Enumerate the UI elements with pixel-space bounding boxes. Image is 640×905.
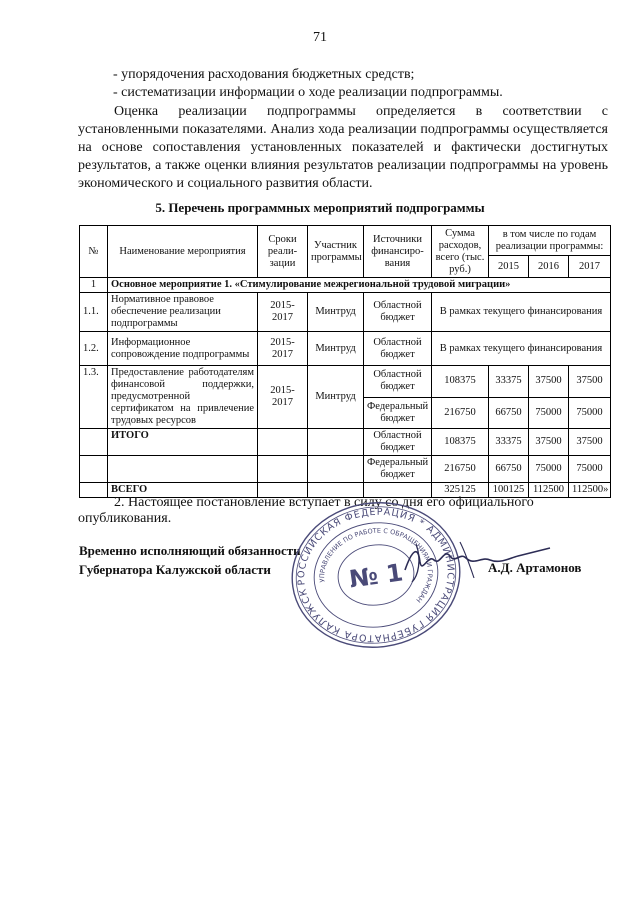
- header-year-2017: 2017: [569, 256, 611, 278]
- sum-2015: 33375: [489, 429, 529, 456]
- table-row: [80, 293, 611, 332]
- page-number: 71: [313, 30, 327, 45]
- header-name: Наименование мероприятия: [108, 226, 258, 278]
- row-num: 1: [80, 278, 108, 293]
- measures-table: [79, 225, 611, 498]
- measure-source: Федеральный бюджет: [364, 397, 432, 429]
- measure-name: Информационное сопровождение подпрограммы: [108, 332, 258, 366]
- sum-2015: 66750: [489, 456, 529, 483]
- measure-source: Областной бюджет: [364, 293, 432, 332]
- table-row: [80, 278, 611, 293]
- sum-2016: 112500: [529, 483, 569, 498]
- measure-name: Предоставление работодателям финансовой поддержки, предусмотренной сертификатом на привлечение трудовых ресурсов: [108, 366, 258, 429]
- section-title: 5. Перечень программных мероприятий подпрограммы: [155, 200, 485, 215]
- funding-note: В рамках текущего финансирования: [432, 332, 611, 366]
- row-num: 1.1.: [80, 293, 108, 332]
- svg-text:УПРАВЛЕНИЕ ПО РАБОТЕ С ОБРАЩЕН: УПРАВЛЕНИЕ ПО РАБОТЕ С ОБРАЩЕНИЯМИ ГРАЖДАН: [318, 526, 434, 605]
- signatory-name: А.Д. Артамонов: [488, 560, 582, 575]
- funding-note: В рамках текущего финансирования: [432, 293, 611, 332]
- itogo-label: ИТОГО: [108, 429, 258, 456]
- signatory-position-line: Губернатора Калужской области: [79, 562, 271, 577]
- sum-total: 325125: [432, 483, 489, 498]
- sum-2017: 75000: [569, 397, 611, 429]
- body-paragraph: Оценка реализации подпрограммы определяется в соответствии с установленными показателями. Анализ хода реализации подпрограммы осуществляется на основе сопоставления установленных показателей и фактически достигнутых результатов, а также оценки влияния результатов реализации подпрограммы на уровень экономического и социального развития области.: [78, 104, 608, 191]
- measure-participant: Минтруд: [308, 366, 364, 429]
- sum-total: 216750: [432, 397, 489, 429]
- measure-terms: 2015-2017: [258, 366, 308, 429]
- signatory-position: [79, 541, 301, 579]
- header-sum: Сумма расходов, всего (тыс. руб.): [432, 226, 489, 278]
- sum-2017: 37500: [569, 366, 611, 398]
- sum-2016: 75000: [529, 397, 569, 429]
- header-participant: Участник программы: [308, 226, 364, 278]
- header-sources: Источники финансиро-вания: [364, 226, 432, 278]
- header-terms: Сроки реали-зации: [258, 226, 308, 278]
- svg-text:№ 1: № 1: [347, 558, 405, 594]
- measure-participant: Минтруд: [308, 332, 364, 366]
- sum-2015: 33375: [489, 366, 529, 398]
- table-row: [80, 332, 611, 366]
- main-event-title: Основное мероприятие 1. «Стимулирование межрегиональной трудовой миграции»: [108, 278, 611, 293]
- header-year-2015: 2015: [489, 256, 529, 278]
- measure-participant: Минтруд: [308, 293, 364, 332]
- measure-source: Областной бюджет: [364, 366, 432, 398]
- sum-2017: 75000: [569, 456, 611, 483]
- sum-2016: 37500: [529, 366, 569, 398]
- closing-paragraph: 2. Настоящее постановление вступает в силу со дня его официального опубликования.: [78, 495, 534, 526]
- measure-source: Областной бюджет: [364, 332, 432, 366]
- sum-2015: 100125: [489, 483, 529, 498]
- sum-total: 108375: [432, 429, 489, 456]
- vsego-label: ВСЕГО: [108, 483, 258, 498]
- sum-2016: 75000: [529, 456, 569, 483]
- sum-2016: 37500: [529, 429, 569, 456]
- header-by-years: в том числе по годам реализации программы:: [489, 226, 611, 256]
- sum-2017: 37500: [569, 429, 611, 456]
- measure-source: Федеральный бюджет: [364, 456, 432, 483]
- signatory-position-line: Временно исполняющий обязанности: [79, 543, 301, 558]
- measure-source: Областной бюджет: [364, 429, 432, 456]
- bullet-item: - систематизации информации о ходе реализации подпрограммы.: [113, 85, 503, 100]
- table-row: [80, 429, 611, 456]
- header-num: №: [80, 226, 108, 278]
- svg-text:РОССИЙСКАЯ ФЕДЕРАЦИЯ * АДМИНИС: РОССИЙСКАЯ ФЕДЕРАЦИЯ * АДМИНИСТРАЦИЯ ГУБЕРНАТОРА КАЛУЖСКОЙ: [296, 506, 456, 644]
- sum-total: 108375: [432, 366, 489, 398]
- sum-total: 216750: [432, 456, 489, 483]
- header-year-2016: 2016: [529, 256, 569, 278]
- measure-terms: 2015-2017: [258, 332, 308, 366]
- sum-2017: 112500»: [569, 483, 611, 498]
- measure-terms: 2015-2017: [258, 293, 308, 332]
- measure-name: Нормативное правовое обеспечение реализации подпрограммы: [108, 293, 258, 332]
- row-num: 1.2.: [80, 332, 108, 366]
- row-num: 1.3.: [80, 366, 108, 429]
- table-row: [80, 456, 611, 483]
- table-row: [80, 366, 611, 398]
- bullet-item: - упорядочения расходования бюджетных средств;: [113, 67, 415, 82]
- sum-2015: 66750: [489, 397, 529, 429]
